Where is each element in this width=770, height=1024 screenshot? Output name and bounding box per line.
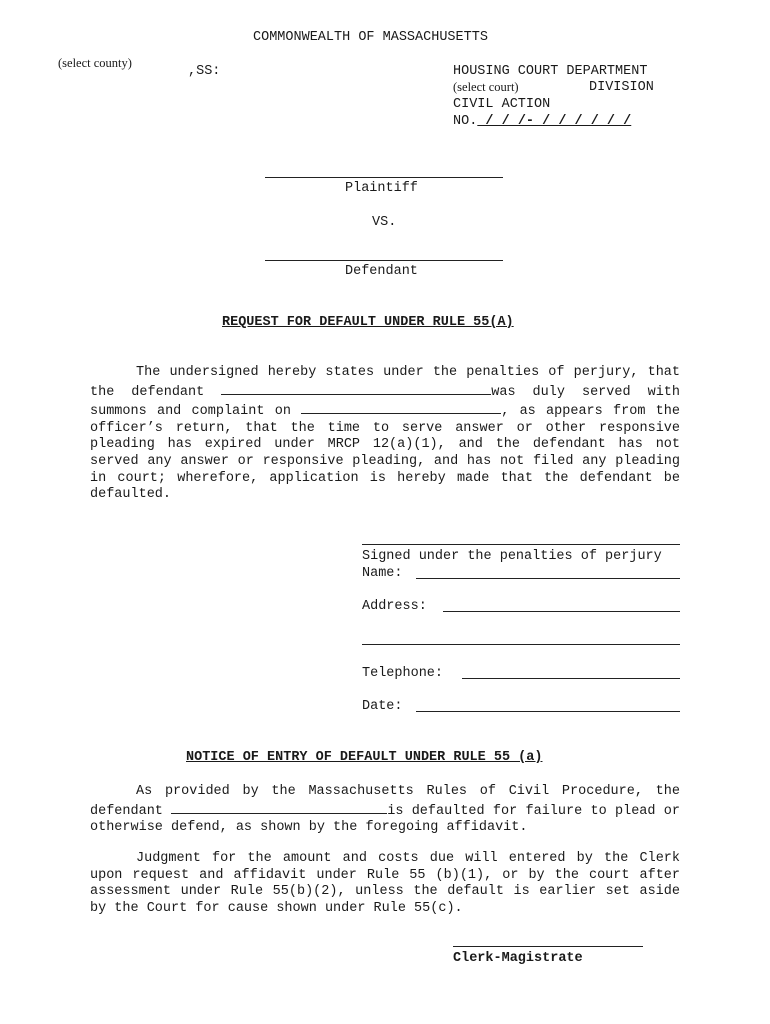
address-field-1[interactable] xyxy=(443,598,680,612)
docket-format[interactable]: / / /- / / / / / / xyxy=(477,114,632,129)
plaintiff-line[interactable] xyxy=(265,177,503,178)
notice-text-1b: is defaulted for failure to plead or otherwise defend, as shown by the foregoing affidavit. xyxy=(90,803,680,836)
request-paragraph xyxy=(90,365,680,504)
department-label: HOUSING COURT DEPARTMENT xyxy=(453,64,648,79)
service-date-field[interactable] xyxy=(301,401,501,414)
notice-text-2: Judgment for the amount and costs due will entered by the Clerk upon request and affidavit under Rule 55 (b)(1), or by the court after assessment under Rule 55(b)(2), unless the default is earlier set aside by the Court for cause shown under Rule 55(c). xyxy=(90,851,680,916)
address-label: Address: xyxy=(362,599,427,614)
request-text-2: was duly served with summons and complaint on xyxy=(90,384,680,420)
court-select[interactable]: (select court) xyxy=(453,80,519,94)
plaintiff-label: Plaintiff xyxy=(345,181,418,196)
signed-label: Signed under the penalties of perjury xyxy=(362,549,662,564)
civil-action-label: CIVIL ACTION xyxy=(453,97,551,112)
notice-defendant-field[interactable] xyxy=(171,801,387,814)
notice-text-1a: As provided by the Massachusetts Rules of Civil Procedure, the defendant xyxy=(90,784,680,819)
commonwealth-heading: COMMONWEALTH OF MASSACHUSETTS xyxy=(253,30,488,45)
defendant-line[interactable] xyxy=(265,260,503,261)
defendant-label: Defendant xyxy=(345,264,418,279)
clerk-signature-line[interactable] xyxy=(453,946,643,947)
notice-title: NOTICE OF ENTRY OF DEFAULT UNDER RULE 55 (a) xyxy=(186,750,543,765)
request-text-1: The undersigned hereby states under the penalties of perjury, that the defendant xyxy=(90,365,680,400)
division-label: DIVISION xyxy=(589,80,654,95)
date-label: Date: xyxy=(362,699,403,714)
telephone-label: Telephone: xyxy=(362,666,444,681)
notice-paragraph-2 xyxy=(90,851,680,917)
request-text-3: , as appears from the officer’s return, that the time to serve answer or other responsive pleading has expired under MRCP 12(a)(1), and the defendant has not served any answer or responsive pleading, and has not filed any pleading in court; wherefore, application is hereby made that the defendant be defaulted. xyxy=(90,404,680,503)
notice-paragraph-1 xyxy=(90,784,680,837)
vs-label: VS. xyxy=(372,215,397,230)
signature-line[interactable] xyxy=(362,544,680,545)
telephone-field[interactable] xyxy=(462,665,680,679)
ss-label: ,SS: xyxy=(188,64,221,79)
docket-number[interactable] xyxy=(453,114,631,129)
name-field[interactable] xyxy=(416,565,680,579)
defendant-name-field[interactable] xyxy=(221,382,491,395)
clerk-label: Clerk-Magistrate xyxy=(453,951,583,966)
county-select[interactable]: (select county) xyxy=(58,56,132,70)
name-label: Name: xyxy=(362,566,403,581)
request-title: REQUEST FOR DEFAULT UNDER RULE 55(A) xyxy=(222,315,514,330)
address-field-2[interactable] xyxy=(362,644,680,645)
docket-prefix: NO. xyxy=(453,114,478,129)
date-field[interactable] xyxy=(416,698,680,712)
